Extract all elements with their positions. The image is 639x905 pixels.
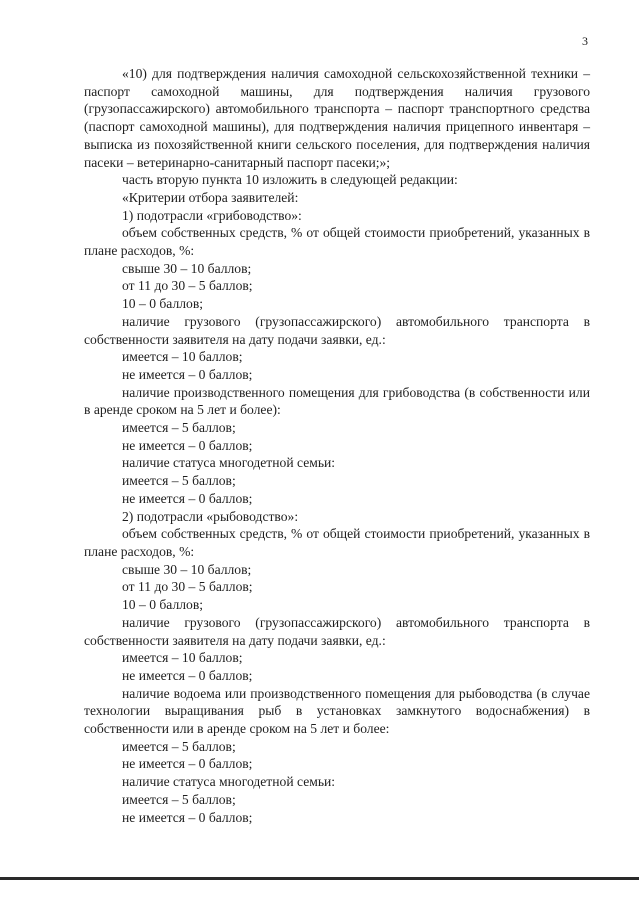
page-number: 3 xyxy=(582,34,588,48)
paragraph: наличие водоема или производственного помещения для рыбоводства (в случае технологии выращивания рыб в установках замкнутого водоснабжения) в собственности или в аренде сроком на 5 лет и более: xyxy=(84,685,590,737)
paragraph: не имеется – 0 баллов; xyxy=(122,437,253,453)
paragraph: наличие грузового (грузопассажирского) автомобильного транспорта в собственности заявителя на дату подачи заявки, ед.: xyxy=(84,614,590,648)
paragraph: наличие статуса многодетной семьи: xyxy=(122,774,336,790)
paragraph: имеется – 10 баллов; xyxy=(122,349,243,365)
paragraph: имеется – 10 баллов; xyxy=(122,650,243,666)
document-body xyxy=(84,65,590,826)
paragraph: часть вторую пункта 10 изложить в следующей редакции: xyxy=(122,172,458,188)
paragraph: наличие статуса многодетной семьи: xyxy=(122,455,336,471)
paragraph: от 11 до 30 – 5 баллов; xyxy=(122,278,253,294)
paragraph: объем собственных средств, % от общей стоимости приобретений, указанных в плане расходов, %: xyxy=(84,225,590,259)
paragraph: от 11 до 30 – 5 баллов; xyxy=(122,579,253,595)
paragraph: «10) для подтверждения наличия самоходной сельскохозяйственной техники – паспорт самоходной машины, для подтверждения наличия грузового (грузопассажирского) автомобильного транспорта – паспорт транспортного средства (паспорт самоходной машины), для подтверждения наличия прицепного инвентаря – выписка из похозяйственной книги сельского поселения, для подтверждения наличия пасеки – ветеринарно-санитарный паспорт пасеки;»; xyxy=(84,66,590,170)
paragraph: 10 – 0 баллов; xyxy=(122,597,204,613)
paragraph: не имеется – 0 баллов; xyxy=(122,490,253,506)
paragraph: наличие грузового (грузопассажирского) автомобильного транспорта в собственности заявителя на дату подачи заявки, ед.: xyxy=(84,313,590,347)
paragraph: не имеется – 0 баллов; xyxy=(122,809,253,825)
paragraph: наличие производственного помещения для грибоводства (в собственности или в аренде сроком на 5 лет и более): xyxy=(84,384,590,418)
paragraph: имеется – 5 баллов; xyxy=(122,738,236,754)
paragraph: объем собственных средств, % от общей стоимости приобретений, указанных в плане расходов, %: xyxy=(84,526,590,559)
paragraph: 2) подотрасли «рыбоводство»: xyxy=(122,508,299,524)
paragraph: не имеется – 0 баллов; xyxy=(122,366,253,382)
paragraph: имеется – 5 баллов; xyxy=(122,473,236,489)
paragraph: «Критерии отбора заявителей: xyxy=(122,189,299,205)
paragraph: 10 – 0 баллов; xyxy=(122,296,204,312)
paragraph: свыше 30 – 10 баллов; xyxy=(122,561,252,577)
paragraph: 1) подотрасли «грибоводство»: xyxy=(122,207,302,223)
bottom-rule xyxy=(0,877,639,880)
paragraph: свыше 30 – 10 баллов; xyxy=(122,260,252,276)
paragraph: не имеется – 0 баллов; xyxy=(122,667,253,683)
paragraph: не имеется – 0 баллов; xyxy=(122,756,253,772)
paragraph: имеется – 5 баллов; xyxy=(122,791,236,807)
paragraph: имеется – 5 баллов; xyxy=(122,420,236,436)
